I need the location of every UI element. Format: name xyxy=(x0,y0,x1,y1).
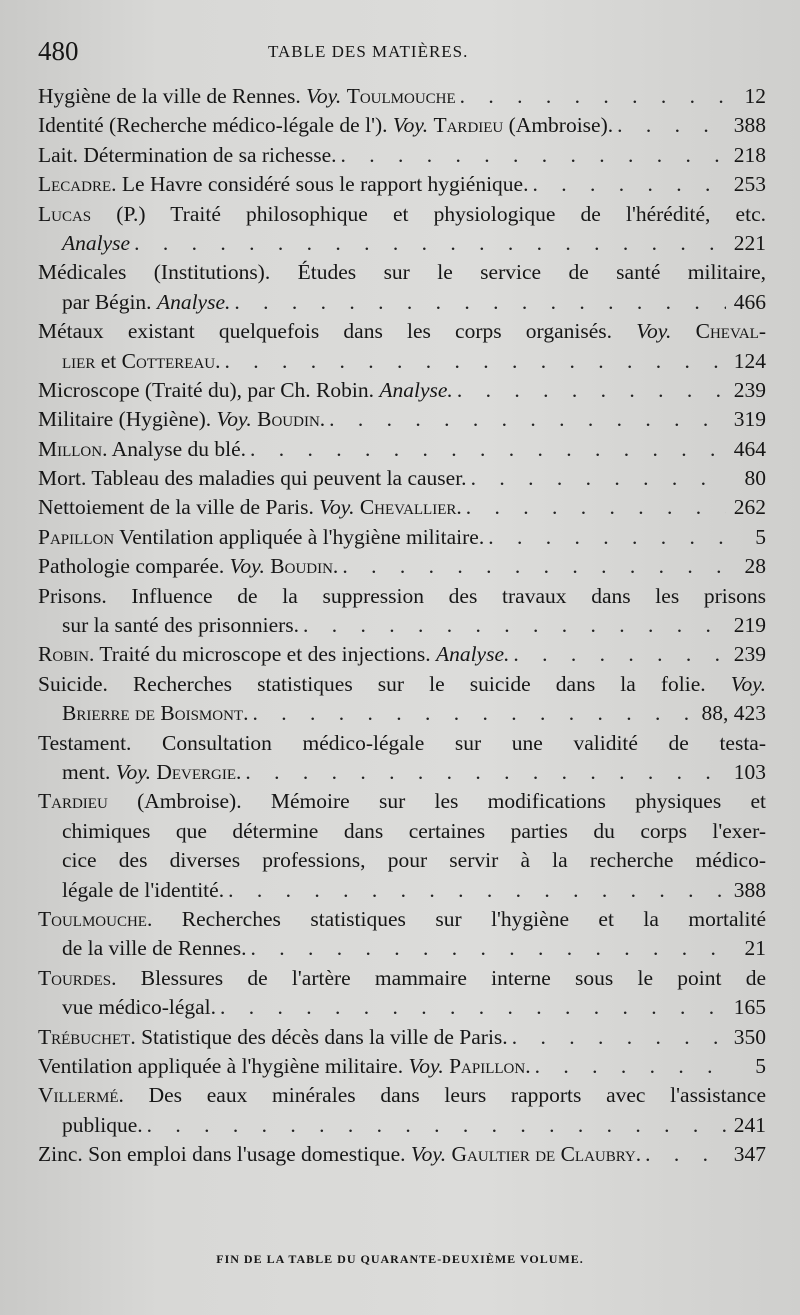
entry-author: Tourdes xyxy=(38,965,112,990)
entry-page-number: 347 xyxy=(733,1142,766,1167)
entry-line xyxy=(38,288,766,317)
index-entry xyxy=(38,582,766,641)
voy-label: Voy. xyxy=(216,407,252,432)
entry-title: publique. xyxy=(62,1112,143,1137)
index-entry xyxy=(38,493,766,522)
entry-page-number: 12 xyxy=(744,84,766,108)
dot-leader xyxy=(299,611,726,640)
voy-label: Voy. xyxy=(730,671,766,696)
entry-title: Pathologie comparée. xyxy=(38,554,230,579)
entry-line xyxy=(38,405,766,434)
entry-page-number: 350 xyxy=(733,1024,766,1049)
dot-leader xyxy=(338,552,726,581)
entry-title: Nettoiement de la ville de Paris. xyxy=(38,495,320,520)
entry-page-number: 219 xyxy=(733,613,766,638)
entry-reference: Cottereau. xyxy=(121,348,221,373)
entry-author: Toulmouche xyxy=(38,906,147,931)
entry-title: . Recherches statistiques sur l'hygiène et la mortalité xyxy=(146,906,766,931)
entry-line xyxy=(38,347,766,376)
entry-line xyxy=(38,582,766,611)
dot-leader xyxy=(453,376,726,405)
entry-line xyxy=(38,758,766,787)
entry-page-number: 466 xyxy=(733,289,766,314)
entry-text xyxy=(38,405,325,434)
entry-text xyxy=(38,640,509,669)
entry-title: et xyxy=(95,348,122,373)
entry-title: légale de l'identité. xyxy=(62,877,225,902)
entry-line xyxy=(38,699,766,728)
entry-line xyxy=(38,787,766,816)
dot-leader xyxy=(528,170,726,199)
entry-line xyxy=(38,729,766,758)
entry-title: Prisons. Influence de la suppression des travaux dans les prisons xyxy=(38,583,766,608)
entry-page-number: 319 xyxy=(733,407,766,432)
entry-line xyxy=(38,1052,766,1081)
dot-leader xyxy=(641,1140,726,1169)
entry-page-number: 80 xyxy=(744,466,766,491)
entry-title: Zinc. Son emploi dans l'usage domestique. xyxy=(38,1142,411,1167)
entry-title: Identité (Recherche médico-légale de l'). xyxy=(38,113,393,138)
index-entry xyxy=(38,405,766,434)
entry-line xyxy=(38,376,766,405)
index-entry xyxy=(38,200,766,259)
index-entries xyxy=(38,82,766,1169)
entry-line xyxy=(38,170,766,199)
entry-reference: Chevallier. xyxy=(359,495,462,520)
index-entry xyxy=(38,1023,766,1052)
entry-title: Métaux existant quelquefois dans les corps organisés. xyxy=(38,319,637,344)
index-entry xyxy=(38,1140,766,1169)
entry-line xyxy=(38,934,766,963)
index-entry xyxy=(38,317,766,376)
entry-line xyxy=(38,435,766,464)
entry-line xyxy=(38,1140,766,1169)
entry-title: de la ville de Rennes. xyxy=(62,936,247,961)
end-of-table-note: FIN DE LA TABLE DU QUARANTE-DEUXIÈME VOLUME. xyxy=(216,1252,584,1266)
entry-title: chimiques que détermine dans certaines parties du corps l'exer- xyxy=(62,818,766,843)
entry-title: sur la santé des prisonniers. xyxy=(62,613,300,638)
voy-label: Voy. xyxy=(306,84,342,108)
entry-text xyxy=(62,229,130,258)
index-entry xyxy=(38,464,766,493)
entry-line xyxy=(38,111,766,140)
entry-title: . Blessures de l'artère mammaire interne sous le point de xyxy=(111,965,766,990)
entry-page-number: 221 xyxy=(733,230,766,255)
entry-reference: Cheval- xyxy=(695,319,766,344)
entry-line xyxy=(38,552,766,581)
entry-text xyxy=(62,347,220,376)
entry-author: Villermé xyxy=(38,1083,119,1108)
entry-text xyxy=(38,376,453,405)
index-entry xyxy=(38,258,766,317)
entry-page-number: 5 xyxy=(755,1053,766,1078)
dot-leader xyxy=(325,405,726,434)
entry-text xyxy=(38,1052,531,1081)
dot-leader xyxy=(456,82,726,111)
voy-label: Voy. xyxy=(410,1142,447,1167)
dot-leader xyxy=(230,288,726,317)
entry-title: ment. xyxy=(62,759,116,784)
entry-line xyxy=(38,317,766,346)
entry-title: . Analyse du blé. xyxy=(102,436,247,461)
entry-page-number: 262 xyxy=(733,495,766,520)
entry-title: Testament. Consultation médico-légale sur une validité de testa- xyxy=(38,730,766,755)
entry-line xyxy=(38,200,766,229)
entry-text xyxy=(62,611,299,640)
entry-author: Tardieu xyxy=(38,789,108,814)
entry-title: par Bégin. xyxy=(62,289,157,314)
entry-reference: Boudin. xyxy=(257,407,326,432)
entry-page-number: 241 xyxy=(733,1112,766,1137)
entry-title: Suicide. Recherches statistiques sur le suicide dans la folie. xyxy=(38,671,731,696)
index-entry xyxy=(38,729,766,788)
entry-line xyxy=(38,1111,766,1140)
index-entry xyxy=(38,82,766,111)
entry-title: Médicales (Institutions). Études sur le service de santé militaire, xyxy=(38,260,766,285)
entry-page-number: 218 xyxy=(733,142,766,167)
entry-text xyxy=(62,288,230,317)
page-number: 480 xyxy=(38,36,79,66)
voy-label: Voy. xyxy=(392,113,429,138)
dot-leader xyxy=(337,141,726,170)
entry-line xyxy=(38,493,766,522)
index-entry xyxy=(38,141,766,170)
entry-page-number: 88, 423 xyxy=(701,701,766,726)
entry-reference: Boudin. xyxy=(270,554,339,579)
entry-line xyxy=(38,1023,766,1052)
entry-reference: Devergie. xyxy=(156,759,242,784)
entry-line xyxy=(38,229,766,258)
entry-line xyxy=(38,905,766,934)
entry-text xyxy=(38,111,613,140)
entry-text xyxy=(62,758,241,787)
entry-line xyxy=(38,993,766,1022)
entry-reference: lier xyxy=(62,348,96,373)
dot-leader xyxy=(531,1052,726,1081)
entry-title: . Le Havre considéré sous le rapport hygiénique. xyxy=(111,172,529,197)
entry-title: Microscope (Traité du), par Ch. Robin. xyxy=(38,377,380,402)
dot-leader xyxy=(246,435,726,464)
entry-line xyxy=(38,1081,766,1110)
entry-title: . Traité du microscope et des injections. xyxy=(89,642,436,667)
index-entry xyxy=(38,552,766,581)
entry-text xyxy=(38,82,456,111)
entry-page-number: 239 xyxy=(733,377,766,402)
dot-leader xyxy=(130,229,726,258)
entry-page-number: 103 xyxy=(733,759,766,784)
entry-page-number: 388 xyxy=(733,113,766,138)
entry-page-number: 28 xyxy=(744,554,766,579)
entry-author: Millon xyxy=(38,436,103,461)
dot-leader xyxy=(224,876,726,905)
index-entry xyxy=(38,1081,766,1140)
entry-title: (P.) Traité philosophique et physiologique de l'hérédité, etc. xyxy=(91,201,766,226)
index-entry xyxy=(38,1052,766,1081)
entry-reference: Gaultier de Claubry. xyxy=(451,1142,642,1167)
entry-text xyxy=(62,699,248,728)
voy-label: Voy. xyxy=(115,759,151,784)
entry-title: . Des eaux minérales dans leurs rapports avec l'assistance xyxy=(118,1083,766,1108)
voy-label: Voy. xyxy=(229,554,265,579)
entry-page-number: 5 xyxy=(755,524,766,549)
entry-note: Analyse. xyxy=(156,289,231,314)
entry-text xyxy=(38,435,246,464)
voy-label: Voy. xyxy=(319,495,355,520)
entry-page-number: 464 xyxy=(733,436,766,461)
index-entry xyxy=(38,964,766,1023)
entry-title: Ventilation appliquée à l'hygiène militaire. xyxy=(38,1053,409,1078)
entry-title: vue médico-légal. xyxy=(62,995,217,1020)
entry-text xyxy=(38,1023,508,1052)
entry-title-continued: (Ambroise). xyxy=(503,113,614,138)
voy-label: Voy. xyxy=(636,319,672,344)
entry-author: Trébuchet xyxy=(38,1024,131,1049)
entry-text xyxy=(38,523,484,552)
dot-leader xyxy=(241,758,726,787)
entry-page-number: 165 xyxy=(733,995,766,1020)
entry-line xyxy=(38,464,766,493)
entry-line xyxy=(38,817,766,846)
entry-line xyxy=(38,846,766,875)
entry-text xyxy=(62,1111,143,1140)
index-entry xyxy=(38,787,766,905)
dot-leader xyxy=(216,993,726,1022)
dot-leader xyxy=(220,347,726,376)
entry-line xyxy=(38,141,766,170)
entry-title: . Statistique des décès dans la ville de Paris. xyxy=(130,1024,508,1049)
entry-page-number: 124 xyxy=(733,348,766,373)
entry-text xyxy=(38,170,528,199)
entry-note: Analyse. xyxy=(435,642,510,667)
index-entry xyxy=(38,523,766,552)
entry-page-number: 253 xyxy=(733,172,766,197)
entry-author: Lucas xyxy=(38,201,92,226)
entry-text xyxy=(38,464,467,493)
entry-title: Ventilation appliquée à l'hygiène militaire. xyxy=(114,524,485,549)
dot-leader xyxy=(248,699,701,728)
dot-leader xyxy=(462,493,726,522)
entry-line xyxy=(38,670,766,699)
entry-reference: Papillon. xyxy=(449,1053,531,1078)
dot-leader xyxy=(246,934,726,963)
entry-title: (Ambroise). Mémoire sur les modifications physiques et xyxy=(107,789,766,814)
running-head: TABLE DES MATIÈRES. xyxy=(268,42,469,61)
entry-line xyxy=(38,640,766,669)
entry-text xyxy=(38,1140,641,1169)
entry-line xyxy=(38,82,766,111)
entry-page-number: 21 xyxy=(744,936,766,961)
entry-text xyxy=(38,141,337,170)
entry-author: Robin xyxy=(38,642,90,667)
entry-text xyxy=(62,993,216,1022)
index-entry xyxy=(38,670,766,729)
entry-title: Hygiène de la ville de Rennes. xyxy=(38,84,307,108)
entry-reference: Toulmouche xyxy=(346,84,456,108)
entry-reference: Brierre de Boismont. xyxy=(62,701,249,726)
dot-leader xyxy=(467,464,726,493)
index-entry xyxy=(38,435,766,464)
dot-leader xyxy=(143,1111,726,1140)
entry-note: Analyse xyxy=(62,230,131,255)
voy-label: Voy. xyxy=(408,1053,444,1078)
entry-text xyxy=(62,876,224,905)
entry-line xyxy=(38,523,766,552)
dot-leader xyxy=(613,111,726,140)
index-entry xyxy=(38,905,766,964)
dot-leader xyxy=(508,1023,726,1052)
index-entry xyxy=(38,640,766,669)
index-entry xyxy=(38,111,766,140)
entry-page-number: 388 xyxy=(733,877,766,902)
entry-reference: Tardieu xyxy=(433,113,504,138)
entry-title: Mort. Tableau des maladies qui peuvent la causer. xyxy=(38,466,467,491)
entry-line xyxy=(38,964,766,993)
entry-line xyxy=(38,258,766,287)
entry-text xyxy=(38,493,462,522)
entry-title: Lait. Détermination de sa richesse. xyxy=(38,142,337,167)
dot-leader xyxy=(484,523,726,552)
entry-author: Lecadre xyxy=(38,172,112,197)
entry-note: Analyse. xyxy=(379,377,453,402)
entry-text xyxy=(62,934,246,963)
dot-leader xyxy=(509,640,726,669)
entry-title: cice des diverses professions, pour servir à la recherche médico- xyxy=(62,848,766,873)
entry-text xyxy=(38,552,338,581)
entry-line xyxy=(38,876,766,905)
entry-page-number: 239 xyxy=(733,642,766,667)
index-entry xyxy=(38,170,766,199)
entry-line xyxy=(38,611,766,640)
entry-author: Papillon xyxy=(38,524,115,549)
entry-title: Militaire (Hygiène). xyxy=(38,407,217,432)
index-entry xyxy=(38,376,766,405)
